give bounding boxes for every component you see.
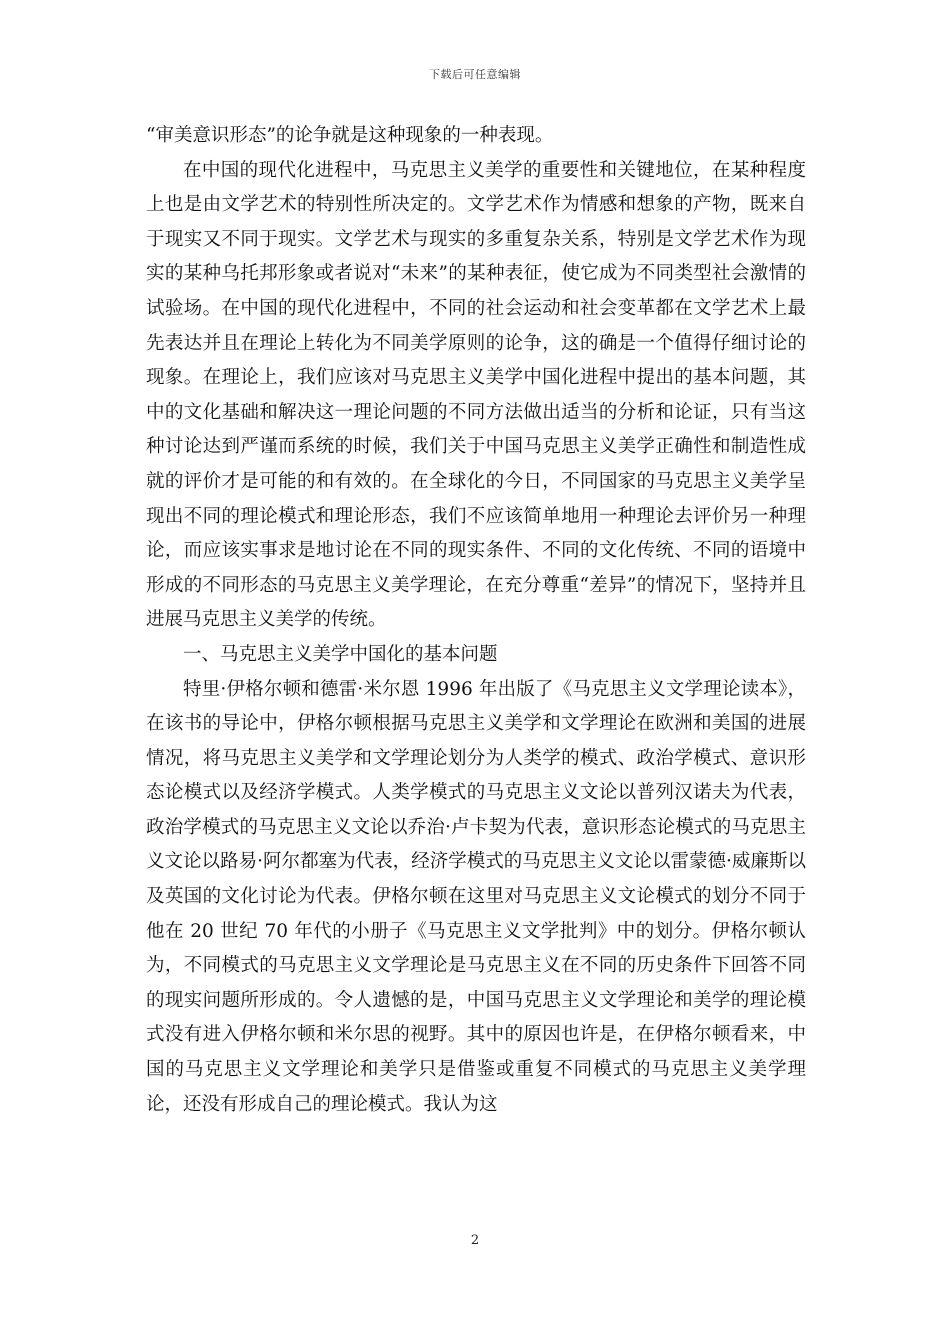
- paragraph-modernization: 在中国的现代化进程中，马克思主义美学的重要性和关键地位，在某种程度上也是由文学艺术的特别性所决定的。文学艺术作为情感和想象的产物，既来自于现实又不同于现实。文学艺术与现实的多重复杂关系，特别是文学艺术作为现实的某种乌托邦形象或者说对“未来”的某种表征，使它成为不同类型社会激情的试验场。在中国的现代化进程中，不同的社会运动和社会变革都在文学艺术上最先表达并且在理论上转化为不同美学原则的论争，这的确是一个值得仔细讨论的现象。在理论上，我们应该对马克思主义美学中国化进程中提出的基本问题，其中的文化基础和解决这一理论问题的不同方法做出适当的分析和论证，只有当这种讨论达到严谨而系统的时候，我们关于中国马克思主义美学正确性和制造性成就的评价才是可能的和有效的。在全球化的今日，不同国家的马克思主义美学呈现出不同的理论模式和理论形态，我们不应该简单地用一种理论去评价另一种理论，而应该实事求是地讨论在不同的现实条件、不同的文化传统、不同的语境中形成的不同形态的马克思主义美学理论，在充分尊重“差异”的情况下，坚持并且进展马克思主义美学的传统。: [146, 159, 806, 631]
- page-number: 2: [470, 1233, 480, 1248]
- section-heading: 一、马克思主义美学中国化的基本问题: [183, 643, 498, 665]
- document-body: [146, 119, 806, 1122]
- page-header: 下载后可任意编辑: [429, 68, 521, 81]
- paragraph-continuation: “审美意识形态”的论争就是这种现象的一种表现。: [146, 125, 554, 146]
- paragraph-eagleton: 特里·伊格尔顿和德雷·米尔恩 1996 年出版了《马克思主义文学理论读本》，在该书的导论中，伊格尔顿根据马克思主义美学和文学理论在欧洲和美国的进展情况，将马克思主义美学和文学理论划分为人类学的模式、政治学模式、意识形态论模式以及经济学模式。人类学模式的马克思主义文论以普列汉诺夫为代表，政治学模式的马克思主义文论以乔治·卢卡契为代表，意识形态论模式的马克思主义文论以路易·阿尔都塞为代表，经济学模式的马克思主义文论以雷蒙德·威廉斯以及英国的文化讨论为代表。伊格尔顿在这里对马克思主义文论模式的划分不同于他在 20 世纪 70 年代的小册子《马克思主义文学批判》中的划分。伊格尔顿认为，不同模式的马克思主义文学理论是马克思主义在不同的历史条件下回答不同的现实问题所形成的。令人遗憾的是，中国马克思主义文学理论和美学的理论模式没有进入伊格尔顿和米尔思的视野。其中的原因也许是，在伊格尔顿看来，中国的马克思主义文学理论和美学只是借鉴或重复不同模式的马克思主义美学理论，还没有形成自己的理论模式。我认为这: [146, 678, 806, 1115]
